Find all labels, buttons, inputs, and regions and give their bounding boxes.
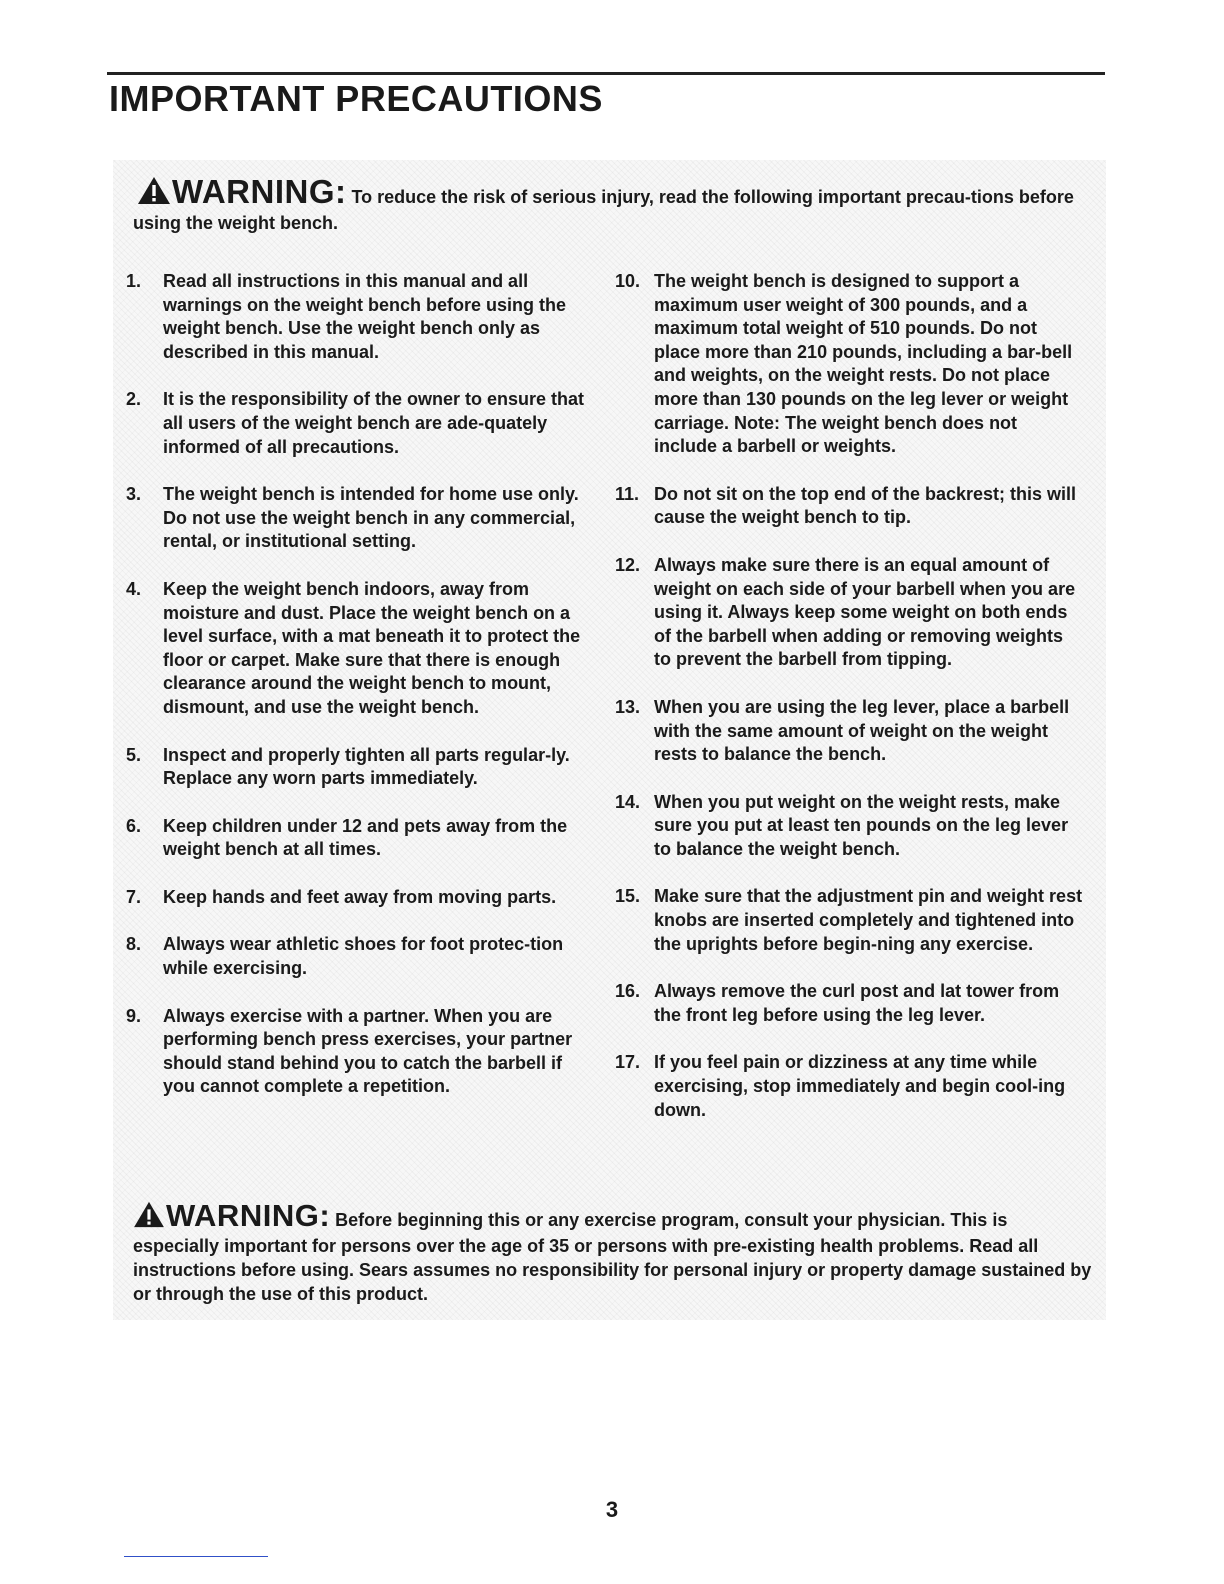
item-text: The weight bench is intended for home use only. Do not use the weight bench in any commercial, rental, or institutional setting.	[163, 484, 579, 552]
item-number: 6.	[126, 815, 142, 836]
list-item	[126, 270, 596, 364]
warning-top	[133, 173, 1093, 235]
item-number: 2.	[126, 389, 142, 410]
page-title: IMPORTANT PRECAUTIONS	[109, 78, 603, 119]
item-text: It is the responsibility of the owner to ensure that all users of the weight bench are ade-quately informed of all precautions.	[163, 389, 585, 457]
list-item	[615, 483, 1085, 530]
list-item	[126, 933, 596, 980]
warning-top-text: To reduce the risk of serious injury, read the following important precau-tions before using the weight bench.	[133, 187, 1074, 233]
item-number: 12.	[615, 554, 641, 575]
list-item	[126, 886, 596, 910]
item-text: Keep children under 12 and pets away from the weight bench at all times.	[163, 815, 568, 860]
item-text: Always make sure there is an equal amount of weight on each side of your barbell when you are using it. Always keep some weight on both ends of the barbell when adding or removing weights to prevent the barbell from tipping.	[654, 554, 1076, 670]
item-text: Do not sit on the top end of the backrest; this will cause the weight bench to tip.	[654, 483, 1077, 528]
item-number: 11.	[615, 483, 640, 504]
item-text: Always remove the curl post and lat tower from the front leg before using the leg lever.	[654, 981, 1060, 1025]
list-item	[615, 554, 1085, 672]
item-text: Keep the weight bench indoors, away from moisture and dust. Place the weight bench on a level surface, with a mat beneath it to protect the floor or carpet. Make sure that there is enough clearance around the weight bench to mount, dismount, and use the weight bench.	[163, 578, 581, 717]
list-item	[126, 483, 596, 554]
list-item	[615, 696, 1085, 767]
warning-bottom-text: Before beginning this or any exercise program, consult your physician. This is especially important for persons over the age of 35 or persons with pre-existing health problems. Read all instructions before using. Sears assumes no responsibility for personal injury or property damage sustained by or through the use of this product.	[133, 1210, 1092, 1304]
precautions-right-column	[615, 270, 1085, 1146]
list-item	[615, 1051, 1085, 1122]
item-number: 4.	[126, 578, 142, 599]
list-item	[615, 270, 1085, 459]
item-text: Always wear athletic shoes for foot protec-tion while exercising.	[163, 934, 564, 979]
precautions-left-column	[126, 270, 596, 1123]
page-number: 3	[605, 1497, 619, 1522]
item-text: If you feel pain or dizziness at any time while exercising, stop immediately and begin cool-ing down.	[654, 1052, 1066, 1120]
list-item	[615, 791, 1085, 862]
item-text: Read all instructions in this manual and all warnings on the weight bench before using the weight bench. Use the weight bench only as described in this manual.	[163, 271, 567, 362]
warning-bottom	[133, 1198, 1093, 1306]
item-text: The weight bench is designed to support a maximum user weight of 300 pounds, and a maximum total weight of 510 pounds. Do not place more than 210 pounds, including a bar-bell and weights, on the weight rests. Do not place more than 130 pounds on the leg lever or weight carriage. Note: The weight bench does not include a barbell or weights.	[654, 271, 1073, 457]
item-number: 8.	[126, 934, 142, 955]
item-number: 7.	[126, 886, 142, 907]
warning-triangle-icon	[133, 1201, 165, 1234]
list-item	[126, 1005, 596, 1099]
warning-bottom-label: WARNING:	[166, 1198, 331, 1233]
item-number: 5.	[126, 744, 142, 765]
item-number: 15.	[615, 886, 641, 907]
list-item	[615, 885, 1085, 956]
item-number: 3.	[126, 484, 142, 505]
item-text: Inspect and properly tighten all parts regular-ly. Replace any worn parts immediately.	[163, 744, 570, 789]
item-text: Make sure that the adjustment pin and weight rest knobs are inserted completely and tightened into the uprights before begin-ning any exercise.	[654, 886, 1083, 954]
item-number: 14.	[615, 791, 641, 812]
item-text: When you put weight on the weight rests, make sure you put at least ten pounds on the leg lever to balance the weight bench.	[654, 791, 1069, 859]
item-text: When you are using the leg lever, place a barbell with the same amount of weight on the weight rests to balance the bench.	[654, 696, 1070, 765]
item-text: Keep hands and feet away from moving parts.	[163, 886, 557, 907]
footer-rule	[124, 1556, 268, 1557]
list-item	[126, 744, 596, 791]
title-rule	[107, 72, 1105, 75]
item-number: 13.	[615, 696, 641, 717]
list-item	[615, 980, 1085, 1027]
item-number: 17.	[615, 1052, 641, 1073]
list-item	[126, 815, 596, 862]
warning-triangle-icon	[135, 176, 171, 211]
item-number: 16.	[615, 981, 641, 1002]
item-number: 10.	[615, 271, 641, 291]
warning-top-label: WARNING:	[172, 173, 347, 210]
item-text: Always exercise with a partner. When you are performing bench press exercises, your partner should stand behind you to catch the barbell if you cannot complete a repetition.	[163, 1005, 573, 1097]
item-number: 9.	[126, 1005, 142, 1026]
item-number: 1.	[126, 271, 142, 291]
list-item	[126, 578, 596, 720]
list-item	[126, 388, 596, 459]
